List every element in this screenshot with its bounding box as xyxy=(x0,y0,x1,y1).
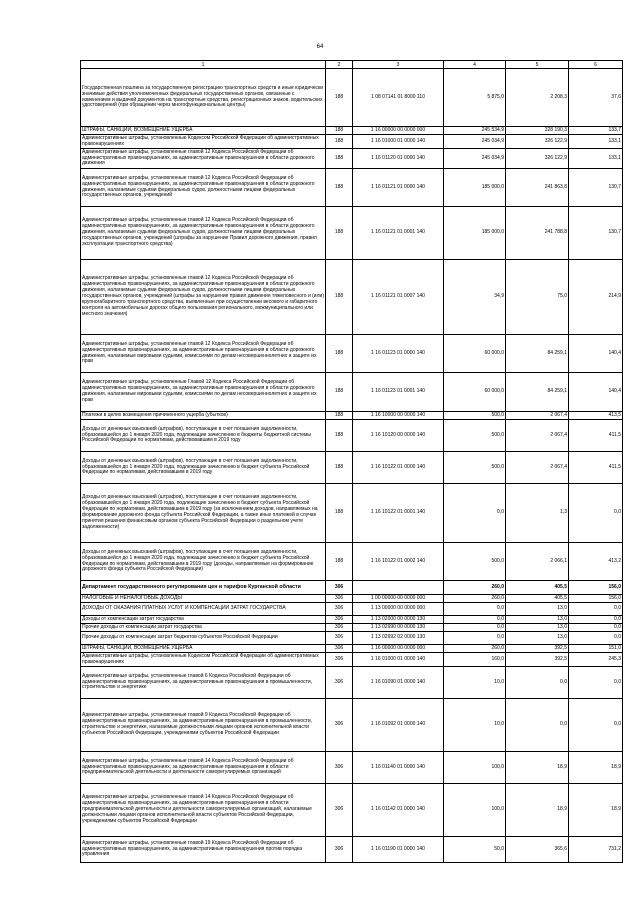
admin-code-cell: 306 xyxy=(326,752,353,784)
percent-cell: 0,0 xyxy=(569,624,623,632)
percent-cell: 133,1 xyxy=(569,149,623,169)
row-name-cell: Административные штрафы, установленные главой 19 Кодекса Российской Федерации об административных правонарушениях, за административные правонарушения против порядка управления xyxy=(81,837,326,863)
column-header: 4 xyxy=(444,61,506,69)
admin-code-cell: 188 xyxy=(326,543,353,581)
percent-cell: 413,2 xyxy=(569,543,623,581)
budget-code-cell: 1 16 00000 00 0000 000 xyxy=(353,127,444,135)
row-name-cell: Прочие доходы от компенсации затрат государства xyxy=(81,624,326,632)
table-row xyxy=(81,632,623,645)
budget-code-cell: 1 16 01000 01 0000 140 xyxy=(353,135,444,149)
budget-code-cell: 1 16 01121 01 0000 140 xyxy=(353,169,444,207)
revenue-table xyxy=(80,60,623,863)
fact-amount-cell: 405,5 xyxy=(506,595,569,603)
budget-code-cell: 1 16 10120 00 0000 140 xyxy=(353,420,444,452)
budget-code-cell: 1 13 00000 00 0000 000 xyxy=(353,603,444,616)
row-name-cell: Государственная пошлина за государственную регистрацию транспортных средств и иные юридически значимые действия уполномоченных федеральных государственных органов, связанные с изменением и выдачей документов на транспортные средства, регистрационных знаков, водительских удостоверений (при обращении через многофункциональные центры) xyxy=(81,69,326,127)
table-body xyxy=(81,61,623,863)
admin-code-cell: 188 xyxy=(326,260,353,335)
row-name-cell: НАЛОГОВЫЕ И НЕНАЛОГОВЫЕ ДОХОДЫ xyxy=(81,595,326,603)
admin-code-cell: 188 xyxy=(326,452,353,484)
row-name-cell: Прочие доходы от компенсации затрат бюджетов субъектов Российской Федерации xyxy=(81,632,326,645)
admin-code-cell: 306 xyxy=(326,784,353,837)
fact-amount-cell: 392,5 xyxy=(506,653,569,667)
budget-code-cell: 1 16 01142 01 0000 140 xyxy=(353,784,444,837)
fact-amount-cell: 2 067,4 xyxy=(506,452,569,484)
table-row xyxy=(81,335,623,373)
fact-amount-cell: 0,0 xyxy=(506,667,569,699)
budget-code-cell: 1 16 01121 01 0001 140 xyxy=(353,207,444,260)
percent-cell: 156,0 xyxy=(569,595,623,603)
fact-amount-cell: 1,3 xyxy=(506,484,569,543)
budget-code-cell: 1 13 02992 02 0000 130 xyxy=(353,632,444,645)
row-name-cell: Административные штрафы, установленные главой 12 Кодекса Российской Федерации об административных правонарушениях, за административные правонарушения в области дорожного движения xyxy=(81,149,326,169)
row-name-cell: Департамент государственного регулирования цен и тарифов Курганской области xyxy=(81,581,326,595)
admin-code-cell: 306 xyxy=(326,624,353,632)
percent-cell: 0,0 xyxy=(569,699,623,752)
fact-amount-cell: 392,5 xyxy=(506,645,569,653)
table-row xyxy=(81,373,623,412)
percent-cell: 130,7 xyxy=(569,169,623,207)
row-name-cell: Платежи в целях возмещения причиненного ущерба (убытков) xyxy=(81,412,326,420)
admin-code-cell: 306 xyxy=(326,595,353,603)
table-row xyxy=(81,420,623,452)
table-row xyxy=(81,653,623,667)
table-row xyxy=(81,784,623,837)
admin-code-cell: 306 xyxy=(326,581,353,595)
budget-code-cell: 1 16 01123 01 0000 140 xyxy=(353,335,444,373)
row-name-cell: Административные штрафы, установленные главой 14 Кодекса Российской Федерации об административных правонарушениях, за административные правонарушения в области предпринимательской деятельности и деятельности саморегулируемых организаций xyxy=(81,752,326,784)
plan-amount-cell: 10,0 xyxy=(444,699,506,752)
row-name-cell: ШТРАФЫ, САНКЦИИ, ВОЗМЕЩЕНИЕ УЩЕРБА xyxy=(81,127,326,135)
budget-code-cell: 1 16 01000 01 0000 140 xyxy=(353,653,444,667)
row-name-cell: Административные штрафы, установленные Кодексом Российской Федерации об административных правонарушениях xyxy=(81,653,326,667)
admin-code-cell: 306 xyxy=(326,653,353,667)
table-row xyxy=(81,149,623,169)
admin-code-cell: 188 xyxy=(326,484,353,543)
table-row xyxy=(81,603,623,616)
table-header-row xyxy=(81,61,623,69)
fact-amount-cell: 326 122,9 xyxy=(506,149,569,169)
table-row xyxy=(81,543,623,581)
budget-code-cell: 1 13 02000 00 0000 130 xyxy=(353,616,444,624)
percent-cell: 130,7 xyxy=(569,207,623,260)
percent-cell: 151,0 xyxy=(569,645,623,653)
row-name-cell: Административные штрафы, установленные главой 9 Кодекса Российской Федерации об административных правонарушениях, за административные правонарушения в промышленности, строительстве и энергетике, налагаемые должностными лицами органов исполнительной власти субъектов Российской Федерации, учреждениями субъектов Российской Федерации xyxy=(81,699,326,752)
admin-code-cell: 306 xyxy=(326,645,353,653)
percent-cell: 18,9 xyxy=(569,784,623,837)
admin-code-cell: 188 xyxy=(326,127,353,135)
fact-amount-cell: 84 259,1 xyxy=(506,373,569,412)
admin-code-cell: 306 xyxy=(326,632,353,645)
fact-amount-cell: 18,9 xyxy=(506,752,569,784)
admin-code-cell: 188 xyxy=(326,169,353,207)
table-row xyxy=(81,595,623,603)
table-row xyxy=(81,484,623,543)
row-name-cell: Доходы от денежных взысканий (штрафов), поступающие в счет погашения задолженности, образовавшейся до 1 января 2020 года, подлежащие зачислению в бюджет субъекта Российской Федерации по нормативам, действовавшим в 2019 году (доходы, направляемые на формирование дорожного фонда субъекта Российской Федерации) xyxy=(81,543,326,581)
budget-code-cell: 1 16 01120 01 0000 140 xyxy=(353,149,444,169)
admin-code-cell: 188 xyxy=(326,135,353,149)
plan-amount-cell: 0,0 xyxy=(444,603,506,616)
fact-amount-cell: 365,6 xyxy=(506,837,569,863)
percent-cell: 731,2 xyxy=(569,837,623,863)
plan-amount-cell: 50,0 xyxy=(444,837,506,863)
budget-code-cell: 1 16 00000 00 0000 000 xyxy=(353,645,444,653)
percent-cell: 133,7 xyxy=(569,127,623,135)
table-row xyxy=(81,645,623,653)
percent-cell: 156,0 xyxy=(569,581,623,595)
budget-code-cell: 1 08 07141 01 8000 110 xyxy=(353,69,444,127)
admin-code-cell: 188 xyxy=(326,69,353,127)
admin-code-cell: 188 xyxy=(326,373,353,412)
plan-amount-cell: 34,9 xyxy=(444,260,506,335)
percent-cell: 411,5 xyxy=(569,420,623,452)
table-row xyxy=(81,135,623,149)
plan-amount-cell: 260,0 xyxy=(444,581,506,595)
plan-amount-cell: 10,0 xyxy=(444,667,506,699)
row-name-cell: Административные штрафы, установленные главой 12 Кодекса Российской Федерации об административных правонарушениях, за административные правонарушения в области дорожного движения, налагаемые судьями федеральных судов, должностными лицами федеральных государственных органов, учреждений (штрафы за нарушение правил движения тяжеловесного и (или) крупногабаритного транспортного средства, выявленные при осуществлении весового и габаритного контроля на автомобильных дорогах общего пользования регионального, межмуниципального или местного значения) xyxy=(81,260,326,335)
plan-amount-cell: 500,0 xyxy=(444,452,506,484)
row-name-cell: ШТРАФЫ, САНКЦИИ, ВОЗМЕЩЕНИЕ УЩЕРБА xyxy=(81,645,326,653)
percent-cell: 0,0 xyxy=(569,603,623,616)
budget-code-cell: 1 16 10122 01 0000 140 xyxy=(353,452,444,484)
plan-amount-cell: 0,0 xyxy=(444,616,506,624)
fact-amount-cell: 13,0 xyxy=(506,632,569,645)
plan-amount-cell: 100,0 xyxy=(444,784,506,837)
row-name-cell: Доходы от компенсации затрат государства xyxy=(81,616,326,624)
percent-cell: 214,9 xyxy=(569,260,623,335)
plan-amount-cell: 185 000,0 xyxy=(444,207,506,260)
admin-code-cell: 306 xyxy=(326,837,353,863)
admin-code-cell: 306 xyxy=(326,616,353,624)
plan-amount-cell: 500,0 xyxy=(444,412,506,420)
table-row xyxy=(81,169,623,207)
row-name-cell: Административные штрафы, установленные Кодексом Российской Федерации об административных правонарушениях xyxy=(81,135,326,149)
table-row xyxy=(81,207,623,260)
table-row xyxy=(81,667,623,699)
admin-code-cell: 188 xyxy=(326,420,353,452)
table-row xyxy=(81,624,623,632)
budget-code-cell: 1 16 01092 01 0000 140 xyxy=(353,699,444,752)
table-row xyxy=(81,581,623,595)
fact-amount-cell: 13,0 xyxy=(506,603,569,616)
fact-amount-cell: 326 122,9 xyxy=(506,135,569,149)
plan-amount-cell: 0,0 xyxy=(444,632,506,645)
fact-amount-cell: 2 067,4 xyxy=(506,412,569,420)
fact-amount-cell: 405,5 xyxy=(506,581,569,595)
row-name-cell: Доходы от денежных взысканий (штрафов), поступающие в счет погашения задолженности, образовавшейся до 1 января 2020 года, подлежащие зачислению в бюджет субъекта Российской Федерации по нормативам, действовавшим в 2019 году xyxy=(81,452,326,484)
fact-amount-cell: 2 067,4 xyxy=(506,420,569,452)
fact-amount-cell: 2 208,3 xyxy=(506,69,569,127)
plan-amount-cell: 500,0 xyxy=(444,543,506,581)
plan-amount-cell: 185 000,0 xyxy=(444,169,506,207)
percent-cell: 18,9 xyxy=(569,752,623,784)
plan-amount-cell: 5 875,0 xyxy=(444,69,506,127)
table-row xyxy=(81,127,623,135)
column-header: 6 xyxy=(569,61,623,69)
admin-code-cell: 306 xyxy=(326,603,353,616)
admin-code-cell: 306 xyxy=(326,667,353,699)
row-name-cell: Доходы от денежных взысканий (штрафов), поступающие в счет погашения задолженности, образовавшейся до 1 января 2020 года, подлежащие зачислению в бюджет субъекта Российской Федерации по нормативам, действовавшим в 2019 году (за исключением доходов, направляемых на формирование дорожного фонда субъекта Российской Федерации, а также иных платежей в случае принятия решения финансовым органом субъекта Российской Федерации о раздельном учете задолженности) xyxy=(81,484,326,543)
percent-cell: 0,0 xyxy=(569,667,623,699)
column-header: 1 xyxy=(81,61,326,69)
budget-code-cell: 1 16 01121 01 0007 140 xyxy=(353,260,444,335)
percent-cell: 140,4 xyxy=(569,373,623,412)
percent-cell: 133,1 xyxy=(569,135,623,149)
fact-amount-cell: 84 259,1 xyxy=(506,335,569,373)
admin-code-cell: 306 xyxy=(326,699,353,752)
budget-code-cell: 1 16 10122 01 0001 140 xyxy=(353,484,444,543)
budget-code-cell xyxy=(353,581,444,595)
plan-amount-cell: 0,0 xyxy=(444,484,506,543)
column-header: 3 xyxy=(353,61,444,69)
plan-amount-cell: 245 034,9 xyxy=(444,135,506,149)
plan-amount-cell: 500,0 xyxy=(444,420,506,452)
fact-amount-cell: 13,0 xyxy=(506,624,569,632)
budget-code-cell: 1 16 10000 00 0000 140 xyxy=(353,412,444,420)
percent-cell: 0,0 xyxy=(569,616,623,624)
row-name-cell: Административные штрафы, установленные главой 12 Кодекса Российской Федерации об административных правонарушениях, за административные правонарушения в области дорожного движения, налагаемые судьями федеральных судов, должностными лицами федеральных государственных органов, учреждений (штрафы за нарушение Правил дорожного движения, правил эксплуатации транспортного средства) xyxy=(81,207,326,260)
plan-amount-cell: 245 034,9 xyxy=(444,149,506,169)
plan-amount-cell: 260,0 xyxy=(444,595,506,603)
fact-amount-cell: 241 788,8 xyxy=(506,207,569,260)
plan-amount-cell: 100,0 xyxy=(444,752,506,784)
plan-amount-cell: 60 000,0 xyxy=(444,335,506,373)
column-header: 2 xyxy=(326,61,353,69)
row-name-cell: Доходы от денежных взысканий (штрафов), поступающие в счет погашения задолженности, образовавшейся до 1 января 2020 года, подлежащие зачислению в бюджеты бюджетной системы Российской Федерации по нормативам, действовавшим в 2019 году xyxy=(81,420,326,452)
budget-code-cell: 1 16 10122 01 0002 140 xyxy=(353,543,444,581)
fact-amount-cell: 241 863,8 xyxy=(506,169,569,207)
row-name-cell: ДОХОДЫ ОТ ОКАЗАНИЯ ПЛАТНЫХ УСЛУГ И КОМПЕНСАЦИИ ЗАТРАТ ГОСУДАРСТВА xyxy=(81,603,326,616)
percent-cell: 411,5 xyxy=(569,452,623,484)
admin-code-cell: 188 xyxy=(326,335,353,373)
plan-amount-cell: 245 534,9 xyxy=(444,127,506,135)
fact-amount-cell: 2 066,1 xyxy=(506,543,569,581)
percent-cell: 245,3 xyxy=(569,653,623,667)
budget-code-cell: 1 16 01140 01 0000 140 xyxy=(353,752,444,784)
table-row xyxy=(81,616,623,624)
row-name-cell: Административные штрафы, установленные главой 6 Кодекса Российской Федерации об административных правонарушениях, за административные правонарушения в промышленности, строительстве и энергетике xyxy=(81,667,326,699)
column-header: 5 xyxy=(506,61,569,69)
fact-amount-cell: 13,0 xyxy=(506,616,569,624)
table-row xyxy=(81,699,623,752)
table-row xyxy=(81,452,623,484)
percent-cell: 0,0 xyxy=(569,632,623,645)
plan-amount-cell: 260,0 xyxy=(444,645,506,653)
admin-code-cell: 188 xyxy=(326,207,353,260)
budget-code-cell: 1 16 01190 01 0000 140 xyxy=(353,837,444,863)
table-row xyxy=(81,837,623,863)
percent-cell: 0,0 xyxy=(569,484,623,543)
row-name-cell: Административные штрафы, установленные главой 12 Кодекса Российской Федерации об административных правонарушениях, за административные правонарушения в области дорожного движения, налагаемые судьями федеральных судов, должностными лицами федеральных государственных органов, учреждений xyxy=(81,169,326,207)
table-row xyxy=(81,69,623,127)
table-row xyxy=(81,412,623,420)
percent-cell: 37,6 xyxy=(569,69,623,127)
plan-amount-cell: 0,0 xyxy=(444,624,506,632)
row-name-cell: Административные штрафы, установленные Главой 12 Кодекса Российской Федерации об административных правонарушениях, за административные правонарушения в области дорожного движения, налагаемые мировыми судьями, комиссиями по делам несовершеннолетних и защите их прав xyxy=(81,373,326,412)
budget-code-cell: 1 16 01123 01 0001 140 xyxy=(353,373,444,412)
fact-amount-cell: 18,9 xyxy=(506,784,569,837)
row-name-cell: Административные штрафы, установленные главой 14 Кодекса Российской Федерации об административных правонарушениях, за административные правонарушения в области предпринимательской деятельности и деятельности саморегулируемых организаций, налагаемые должностными лицами органов исполнительной власти субъектов Российской Федерации, учреждениями субъектов Российской Федерации xyxy=(81,784,326,837)
row-name-cell: Административные штрафы, установленные главой 12 Кодекса Российской Федерации об административных правонарушениях, за административные правонарушения в области дорожного движения, налагаемые мировыми судьями, комиссиями по делам несовершеннолетних и защите их прав xyxy=(81,335,326,373)
table-row xyxy=(81,260,623,335)
plan-amount-cell: 60 000,0 xyxy=(444,373,506,412)
percent-cell: 140,4 xyxy=(569,335,623,373)
admin-code-cell: 188 xyxy=(326,149,353,169)
table-row xyxy=(81,752,623,784)
fact-amount-cell: 328 190,3 xyxy=(506,127,569,135)
fact-amount-cell: 0,0 xyxy=(506,699,569,752)
fact-amount-cell: 75,0 xyxy=(506,260,569,335)
plan-amount-cell: 160,0 xyxy=(444,653,506,667)
page-number: 64 xyxy=(316,44,324,50)
percent-cell: 413,5 xyxy=(569,412,623,420)
budget-code-cell: 1 13 02990 00 0000 130 xyxy=(353,624,444,632)
budget-code-cell: 1 00 00000 00 0000 000 xyxy=(353,595,444,603)
budget-code-cell: 1 16 01090 01 0000 140 xyxy=(353,667,444,699)
admin-code-cell: 188 xyxy=(326,412,353,420)
